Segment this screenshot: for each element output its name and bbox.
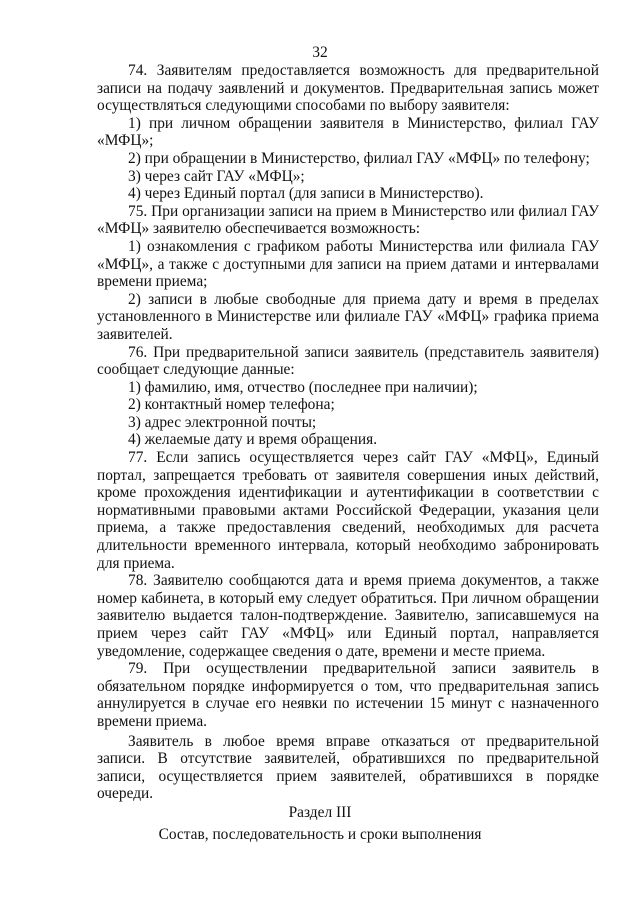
section-subheading: Состав, последовательность и сроки выполнения [158,826,482,843]
paragraph-77: 77. Если запись осуществляется через сайт ГАУ «МФЦ», Единый портал, запрещается требовать от заявителя совершения иных действий, кроме прохождения идентификации и аутентификации в соответствии с нормативными правовыми актами Российской Федерации, указания цели приема, а также предоставления сведений, необходимых для расчета длительности временного интервала, который необходимо забронировать для приема. [97,449,599,572]
list-item-74-4: 4) через Единый портал (для записи в Министерство). [128,185,484,203]
list-item-75-2: 2) записи в любые свободные для приема дату и время в пределах установленного в Министерстве или филиале ГАУ «МФЦ» графика приема заявителей. [97,290,599,343]
section-heading: Раздел III [288,804,352,821]
list-item-76-3: 3) адрес электронной почты; [128,413,317,431]
paragraph-75: 75. При организации записи на прием в Министерство или филиал ГАУ «МФЦ» заявителю обеспечивается возможность: [97,202,599,238]
list-item-76-2: 2) контактный номер телефона; [128,396,335,414]
list-item-76-4: 4) желаемые дату и время обращения. [128,431,378,449]
list-item-74-1: 1) при личном обращении заявителя в Министерство, филиал ГАУ «МФЦ»; [97,114,599,150]
paragraph-76: 76. При предварительной записи заявитель (представитель заявителя) сообщает следующие данные: [97,343,599,379]
section-header [0,802,640,846]
page-number: 32 [312,44,328,61]
document-body [97,62,599,803]
list-item-75-1: 1) ознакомления с графиком работы Министерства или филиала ГАУ «МФЦ», а также с доступными для записи на прием датами и интервалами времени приема; [97,237,599,291]
paragraph-refusal: Заявитель в любое время вправе отказаться от предварительной записи. В отсутствие заявителей, обратившихся по предварительной записи, осуществляется прием заявителей, обратившихся в порядке очереди. [97,732,599,803]
paragraph-79: 79. При осуществлении предварительной записи заявитель в обязательном порядке информируется о том, что предварительная запись аннулируется в случае его неявки по истечении 15 минут с назначенного времени приема. [97,660,599,730]
paragraph-74: 74. Заявителям предоставляется возможность для предварительной записи на подачу заявлений и документов. Предварительная запись может осуществляться следующими способами по выбору заявителя: [97,62,599,115]
paragraph-78: 78. Заявителю сообщаются дата и время приема документов, а также номер кабинета, в который ему следует обратиться. При личном обращении заявителю выдается талон-подтверждение. Заявителю, записавшемуся на прием через сайт ГАУ «МФЦ» или Единый портал, направляется уведомление, содержащее сведения о дате, времени и месте приема. [97,572,599,660]
list-item-74-2: 2) при обращении в Министерство, филиал ГАУ «МФЦ» по телефону; [128,149,590,167]
list-item-74-3: 3) через сайт ГАУ «МФЦ»; [128,167,305,185]
list-item-76-1: 1) фамилию, имя, отчество (последнее при наличии); [128,378,478,396]
